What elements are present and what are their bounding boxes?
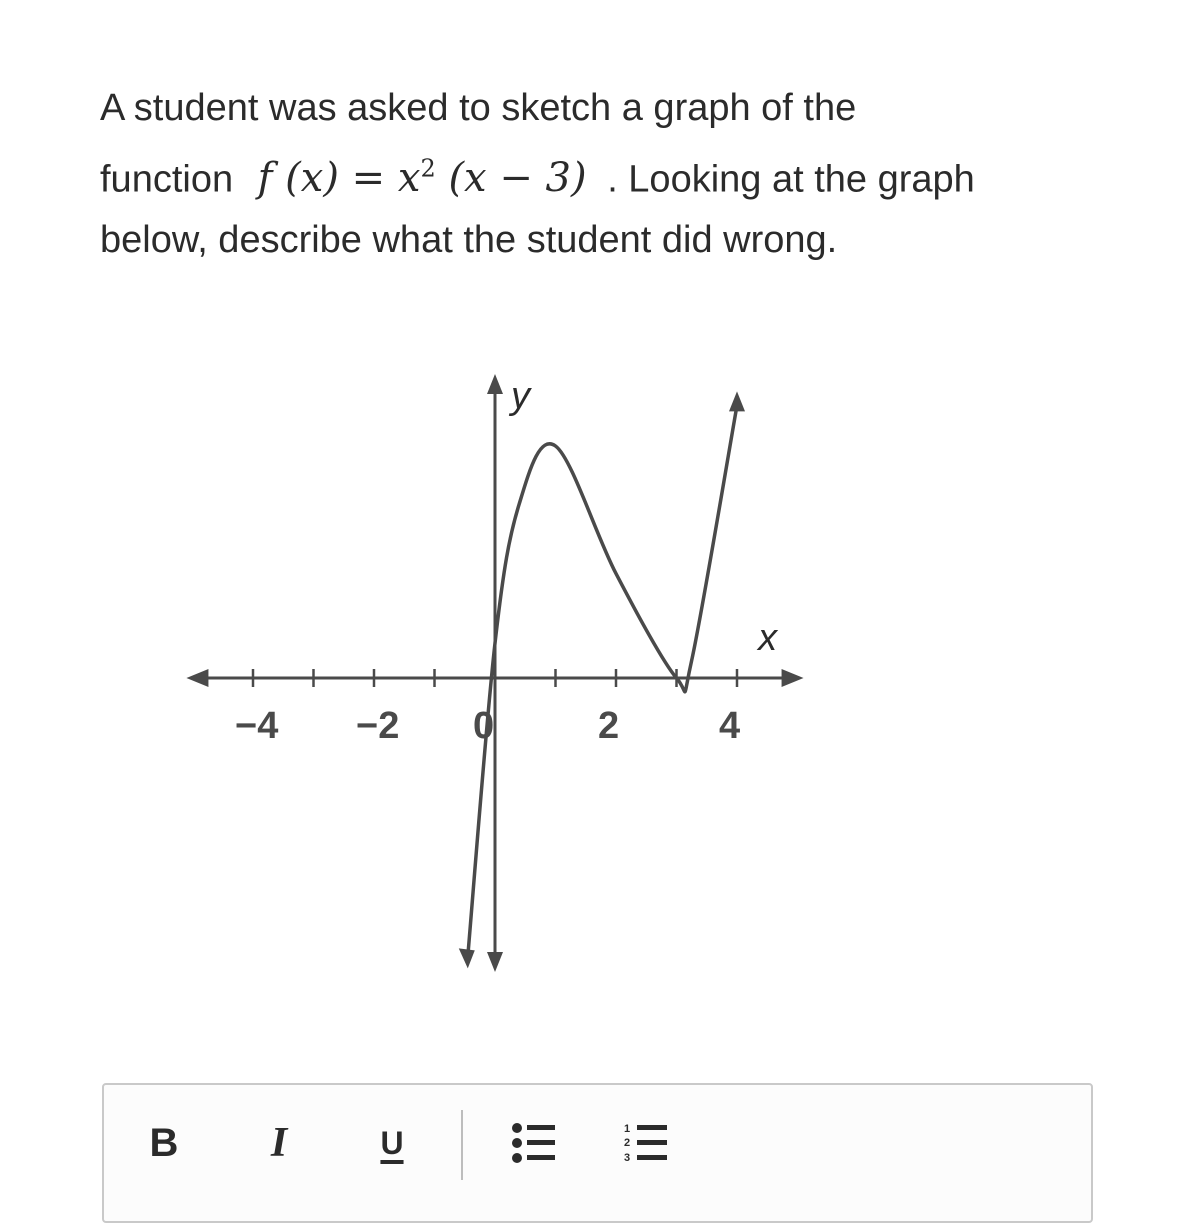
curve-top-arrow [729, 391, 745, 411]
formula-exponent: 2 [420, 155, 436, 183]
question-text [100, 78, 1100, 271]
bold-button[interactable]: B [134, 1113, 194, 1173]
x-tick-label: 4 [719, 705, 741, 747]
question-line-1: A student was asked to sketch a graph of the [100, 87, 857, 129]
bulleted-list-icon [511, 1121, 557, 1165]
y-axis-bottom-arrow [487, 952, 503, 972]
question-line-2 [100, 139, 1100, 210]
svg-text:3: 3 [624, 1152, 631, 1164]
toolbar-divider [461, 1110, 463, 1180]
function-formula [258, 155, 587, 201]
formula-base: f (x) = x [257, 155, 421, 202]
student-curve [468, 405, 737, 956]
curve-bottom-arrow [459, 948, 475, 968]
graph-svg [180, 360, 820, 990]
answer-editor[interactable] [102, 1083, 1093, 1223]
question-line-3: below, describe what the student did wrong. [100, 219, 838, 262]
x-tick-label: 0 [473, 705, 495, 747]
x-tick-label: 2 [598, 705, 620, 747]
x-axis-left-arrow [186, 669, 208, 687]
x-axis-label: x [758, 617, 778, 659]
y-axis-label: y [511, 375, 530, 417]
bulleted-list-button[interactable] [504, 1113, 564, 1173]
x-tick-label: −2 [356, 705, 400, 747]
editor-toolbar [104, 1085, 1091, 1205]
y-axis-top-arrow [487, 374, 503, 394]
student-graph [180, 360, 820, 990]
question-line-2-suffix: . Looking at the graph [607, 158, 975, 201]
italic-button[interactable]: I [249, 1113, 309, 1173]
numbered-list-icon [623, 1121, 669, 1165]
numbered-list-button[interactable] [616, 1113, 676, 1173]
underline-button[interactable]: U [362, 1113, 422, 1173]
x-axis-right-arrow [782, 669, 804, 687]
svg-text:1: 1 [624, 1123, 631, 1135]
x-tick-label: −4 [235, 705, 279, 747]
svg-text:2: 2 [624, 1137, 631, 1149]
formula-tail: (x − 3) [435, 155, 587, 202]
question-line-2-prefix: function [100, 158, 234, 201]
